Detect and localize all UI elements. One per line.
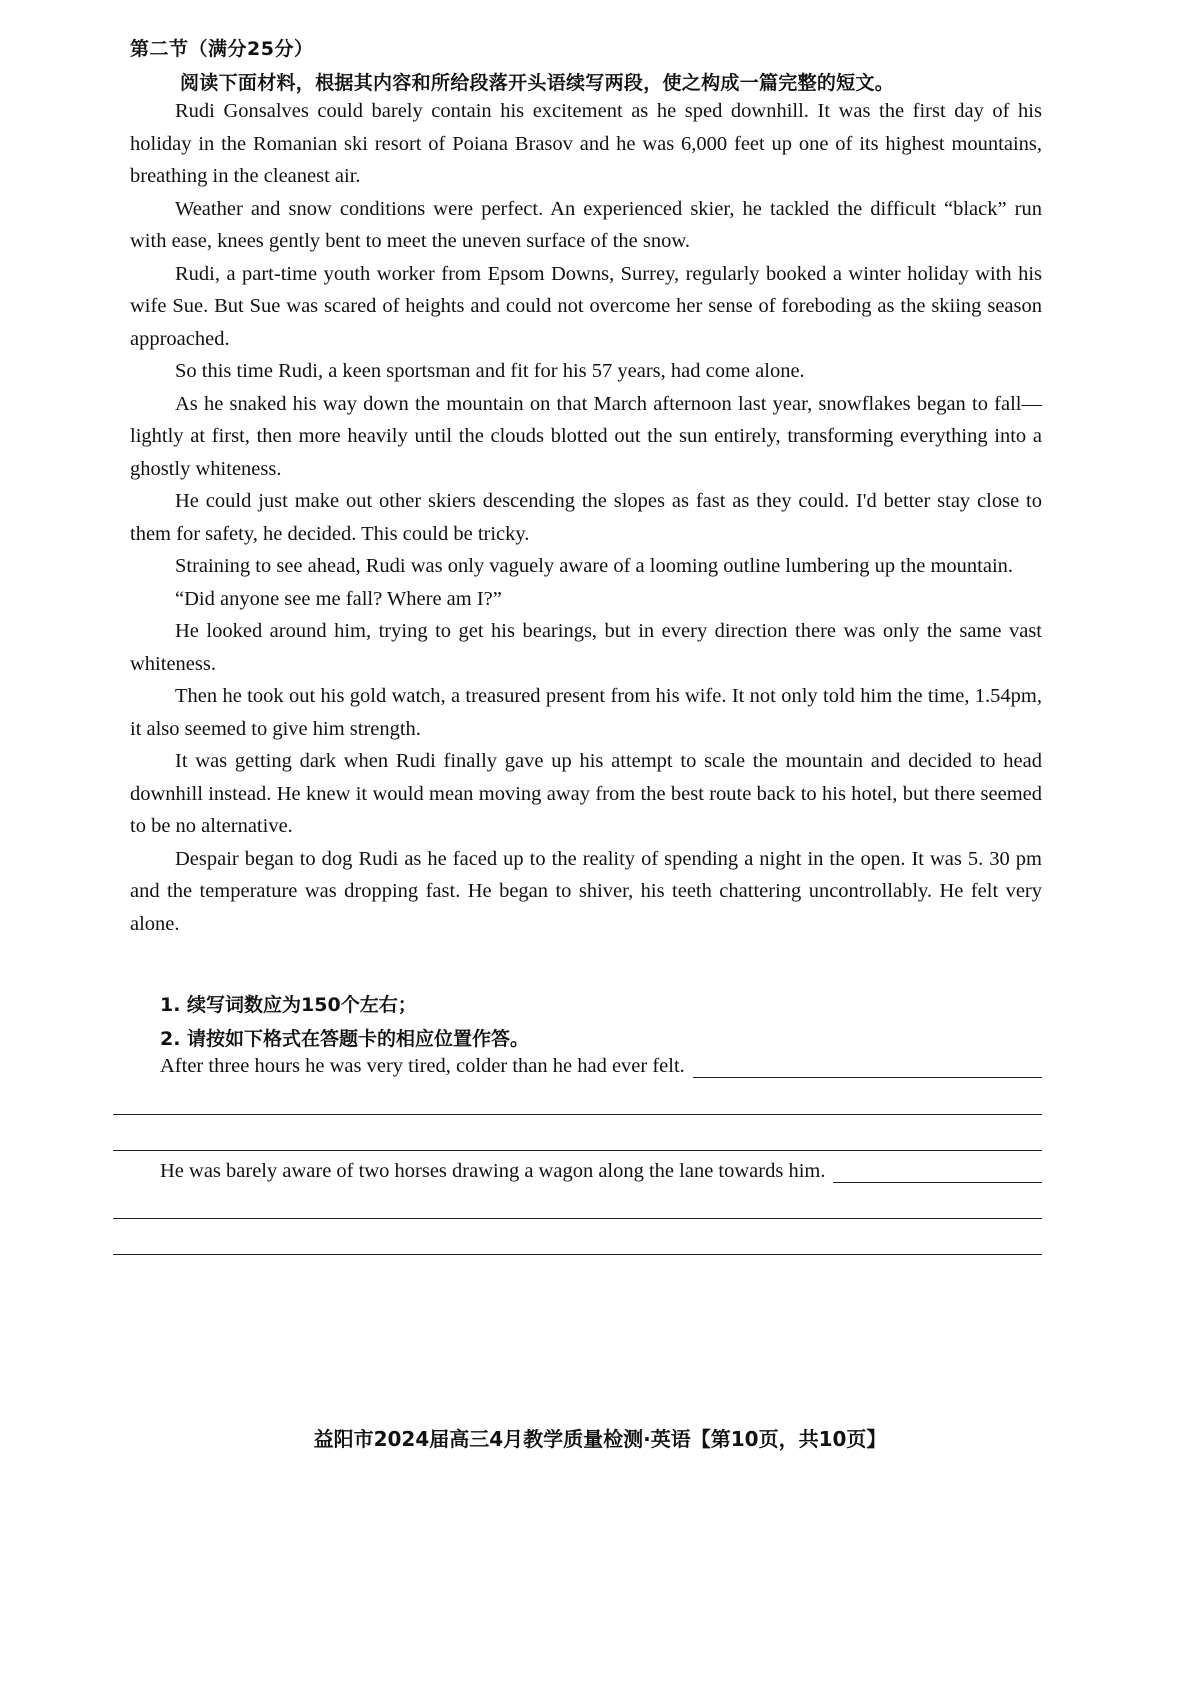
passage-paragraph: “Did anyone see me fall? Where am I?” bbox=[175, 587, 502, 610]
passage-paragraph: So this time Rudi, a keen sportsman and fit for his 57 years, had come alone. bbox=[175, 360, 805, 382]
requirement-item: 1. 续写词数应为150个左右； bbox=[160, 994, 417, 1016]
prompt-text: He was barely aware of two horses drawing a wagon along the lane towards him. bbox=[160, 1160, 826, 1182]
answer-blank bbox=[833, 1160, 1042, 1183]
passage-paragraph: Then he took out his gold watch, a treasured present from his wife. It not only told him the time, 1.54pm, it also seemed to give him strength. bbox=[130, 685, 1042, 740]
passage-paragraph: Rudi, a part-time youth worker from Epsom Downs, Surrey, regularly booked a winter holiday with his wife Sue. But Sue was scared of heights and could not overcome her sense of foreboding as the skiing season approached. bbox=[130, 262, 1042, 350]
answer-line bbox=[113, 1218, 1042, 1219]
requirement-item: 2. 请按如下格式在答题卡的相应位置作答。 bbox=[160, 1028, 530, 1050]
passage-paragraph: He could just make out other skiers descending the slopes as fast as they could. I'd better stay close to them for safety, he decided. This could be tricky. bbox=[130, 490, 1042, 545]
task-instruction: 阅读下面材料，根据其内容和所给段落开头语续写两段，使之构成一篇完整的短文。 bbox=[180, 72, 895, 94]
passage-paragraph: It was getting dark when Rudi finally gave up his attempt to scale the mountain and decided to head downhill instead. He knew it would mean moving away from the best route back to his hotel, but there seemed to be no alternative. bbox=[130, 750, 1042, 837]
passage-paragraph: Despair began to dog Rudi as he faced up to the reality of spending a night in the open. It was 5. 30 pm and the temperature was dropping fast. He began to shiver, his teeth chattering uncontrollably. He felt very alone. bbox=[130, 847, 1042, 935]
passage-paragraph: Rudi Gonsalves could barely contain his excitement as he sped downhill. It was the first day of his holiday in the Romanian ski resort of Poiana Brasov and he was 6,000 feet up one of its highest mountains, breathing in the cleanest air. bbox=[130, 100, 1042, 187]
reading-passage bbox=[130, 95, 1042, 940]
passage-paragraph: Straining to see ahead, Rudi was only vaguely aware of a looming outline lumbering up the mountain. bbox=[175, 555, 1014, 577]
answer-line bbox=[113, 1254, 1042, 1255]
section-heading: 第二节（满分25分） bbox=[130, 38, 314, 60]
continuation-prompt-1 bbox=[160, 1055, 1042, 1078]
passage-paragraph: He looked around him, trying to get his bearings, but in every direction there was only the same vast whiteness. bbox=[130, 620, 1042, 675]
passage-paragraph: Weather and snow conditions were perfect. An experienced skier, he tackled the difficult “black” run with ease, knees gently bent to meet the uneven surface of the snow. bbox=[130, 197, 1042, 252]
answer-line bbox=[113, 1114, 1042, 1115]
passage-paragraph: As he snaked his way down the mountain on that March afternoon last year, snowflakes began to fall—lightly at first, then more heavily until the clouds blotted out the sun entirely, transforming everything into a ghostly whiteness. bbox=[130, 392, 1042, 480]
page-footer: 益阳市2024届高三4月教学质量检测·英语【第10页，共10页】 bbox=[313, 1427, 887, 1451]
writing-requirements bbox=[160, 988, 529, 1056]
continuation-prompt-2 bbox=[160, 1160, 1042, 1183]
prompt-text: After three hours he was very tired, colder than he had ever felt. bbox=[160, 1055, 685, 1077]
answer-blank bbox=[693, 1055, 1042, 1078]
answer-line bbox=[113, 1150, 1042, 1151]
